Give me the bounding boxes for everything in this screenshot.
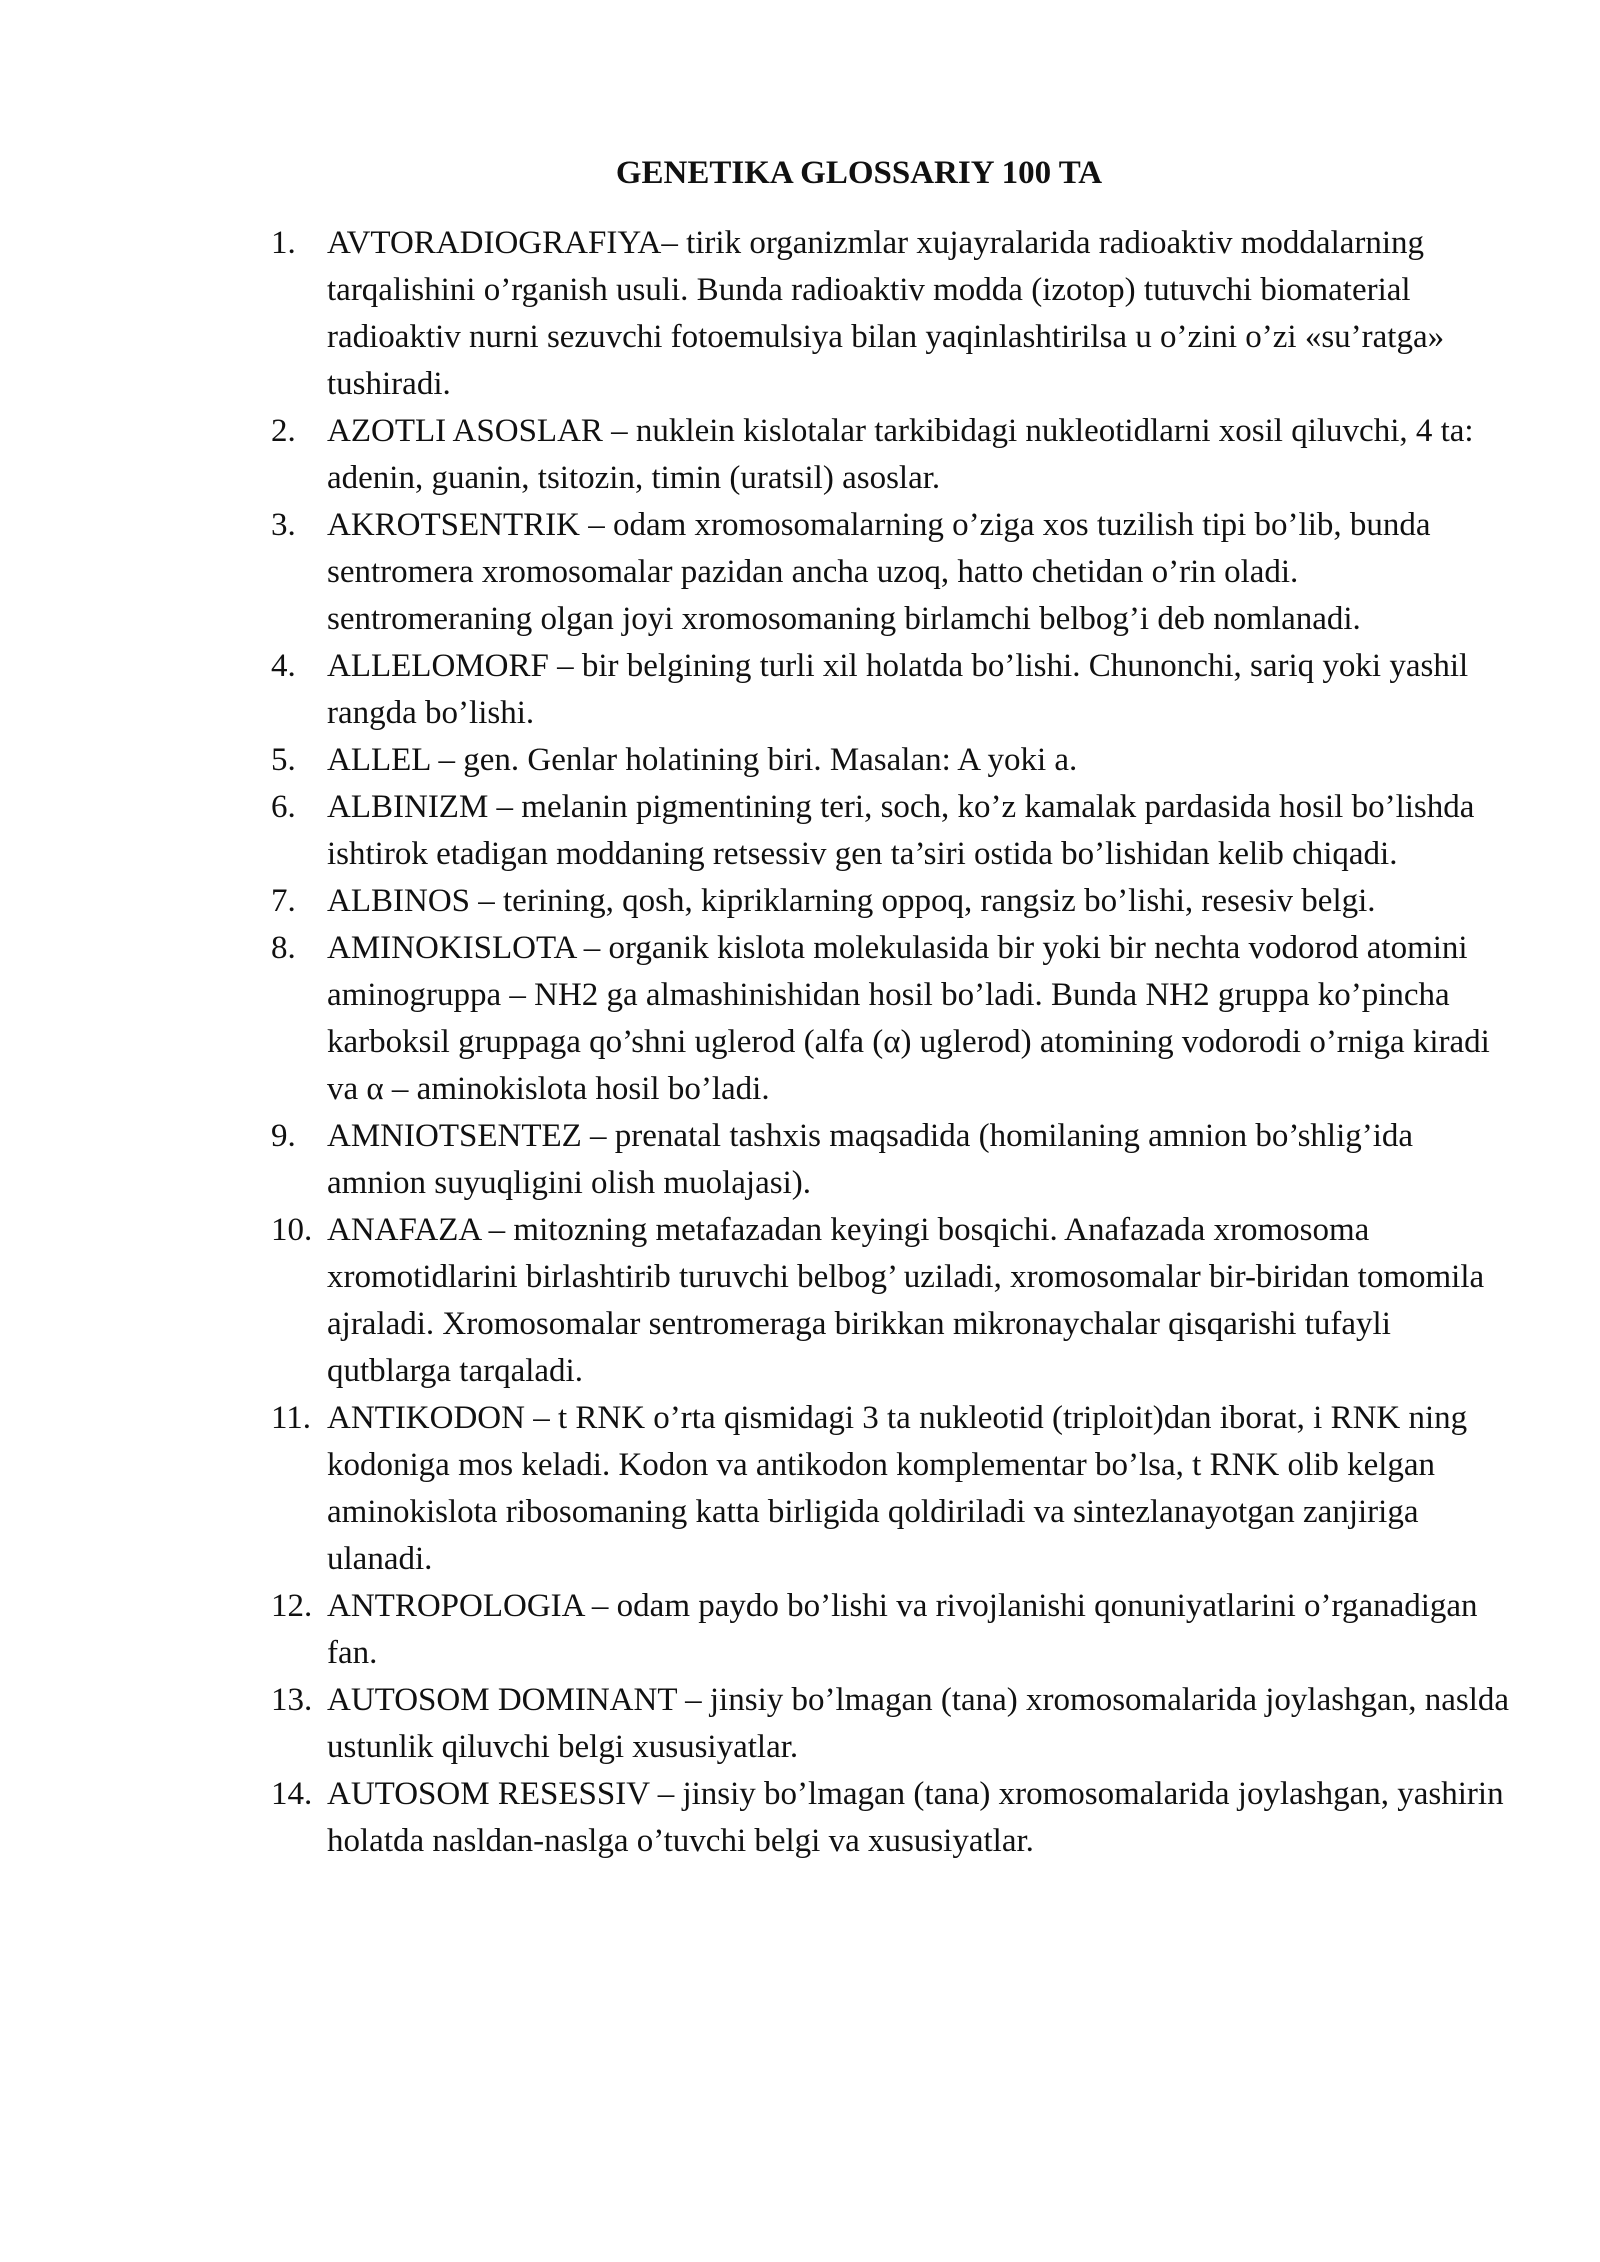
entry-number: 9. [271,1118,296,1154]
entry-number: 4. [271,648,296,684]
glossary-entry [271,784,1511,878]
entry-number: 5. [271,742,296,778]
glossary-entry [271,408,1511,502]
entry-text: ALLEL – gen. Genlar holatining biri. Masalan: A yoki a. [327,742,1078,778]
glossary-entry [271,643,1511,737]
entry-text: AKROTSENTRIK – odam xromosomalarning o’ziga xos tuzilish tipi bo’lib, bunda sentromera xromosomalar pazidan ancha uzoq, hatto chetidan o’rin oladi. sentromeraning olgan joyi xromosomaning birlamchi belbog’i deb nomlanadi. [327,507,1431,637]
glossary-entry [271,1113,1511,1207]
entry-number: 11. [271,1400,312,1436]
glossary-entry [271,1207,1511,1395]
entry-text: AMINOKISLOTA – organik kislota molekulasida bir yoki bir nechta vodorod atomini aminogruppa – NH2 ga almashinishidan hosil bo’ladi. Bunda NH2 gruppa ko’pincha karboksil gruppaga qo’shni uglerod (alfa (α) uglerod) atomining vodorodi o’rniga kiradi va α – aminokislota hosil bo’ladi. [327,930,1490,1107]
glossary-entry [271,925,1511,1113]
glossary-entry [271,220,1511,408]
glossary-entry [271,1677,1511,1771]
entry-number: 13. [271,1682,313,1718]
entry-number: 3. [271,507,296,543]
entry-text: AUTOSOM RESESSIV – jinsiy bo’lmagan (tana) xromosomalarida joylashgan, yashirin holatda nasldan-naslga o’tuvchi belgi va xususiyatlar. [327,1776,1504,1859]
glossary-entry [271,1395,1511,1583]
entry-number: 1. [271,225,296,261]
entry-text: AUTOSOM DOMINANT – jinsiy bo’lmagan (tana) xromosomalarida joylashgan, naslda ustunlik qiluvchi belgi xususiyatlar. [327,1682,1510,1765]
entry-text: ANTROPOLOGIA – odam paydo bo’lishi va rivojlanishi qonuniyatlarini o’rganadigan fan. [327,1588,1478,1671]
glossary-list [271,220,1511,1865]
glossary-entry [271,878,1511,925]
glossary-entry [271,1583,1511,1677]
entry-number: 14. [271,1776,313,1812]
entry-text: ANTIKODON – t RNK o’rta qismidagi 3 ta nukleotid (triploit)dan iborat, i RNK ning kodoniga mos keladi. Kodon va antikodon komplementar bo’lsa, t RNK olib kelgan aminokislota ribosomaning katta birligida qoldiriladi va sintezlanayotgan zanjiriga ulanadi. [327,1400,1468,1577]
glossary-entry [271,502,1511,643]
entry-text: ALBINIZM – melanin pigmentining teri, soch, ko’z kamalak pardasida hosil bo’lishda ishtirok etadigan moddaning retsessiv gen ta’siri ostida bo’lishidan kelib chiqadi. [327,789,1475,872]
glossary-entry [271,737,1511,784]
entry-text: AMNIOTSENTEZ – prenatal tashxis maqsadida (homilaning amnion bo’shlig’ida amnion suyuqligini olish muolajasi). [327,1118,1414,1201]
entry-number: 6. [271,789,296,825]
entry-text: ANAFAZA – mitozning metafazadan keyingi bosqichi. Anafazada xromosoma xromotidlarini birlashtirib turuvchi belbog’ uziladi, xromosomalar bir-biridan tomomila ajraladi. Xromosomalar sentromeraga birikkan mikronaychalar qisqarishi tufayli qutblarga tarqaladi. [327,1212,1485,1389]
entry-number: 10. [271,1212,313,1248]
entry-text: ALLELOMORF – bir belgining turli xil holatda bo’lishi. Chunonchi, sariq yoki yashil rangda bo’lishi. [327,648,1469,731]
entry-number: 8. [271,930,296,966]
entry-text: AVTORADIOGRAFIYA– tirik organizmlar xujayralarida radioaktiv moddalarning tarqalishini o’rganish usuli. Bunda radioaktiv modda (izotop) tutuvchi biomaterial radioaktiv nurni sezuvchi fotoemulsiya bilan yaqinlashtirilsa u o’zini o’zi «su’ratga» tushiradi. [327,225,1445,402]
entry-text: AZOTLI ASOSLAR – nuklein kislotalar tarkibidagi nukleotidlarni xosil qiluvchi, 4 ta: adenin, guanin, tsitozin, timin (uratsil) asoslar. [327,413,1474,496]
glossary-entry [271,1771,1511,1865]
entry-number: 7. [271,883,296,919]
document-title: GENETIKA GLOSSARIY 100 TA [615,155,1103,191]
entry-number: 12. [271,1588,313,1624]
entry-text: ALBINOS – terining, qosh, kipriklarning oppoq, rangsiz bo’lishi, resesiv belgi. [327,883,1376,919]
entry-number: 2. [271,413,296,449]
